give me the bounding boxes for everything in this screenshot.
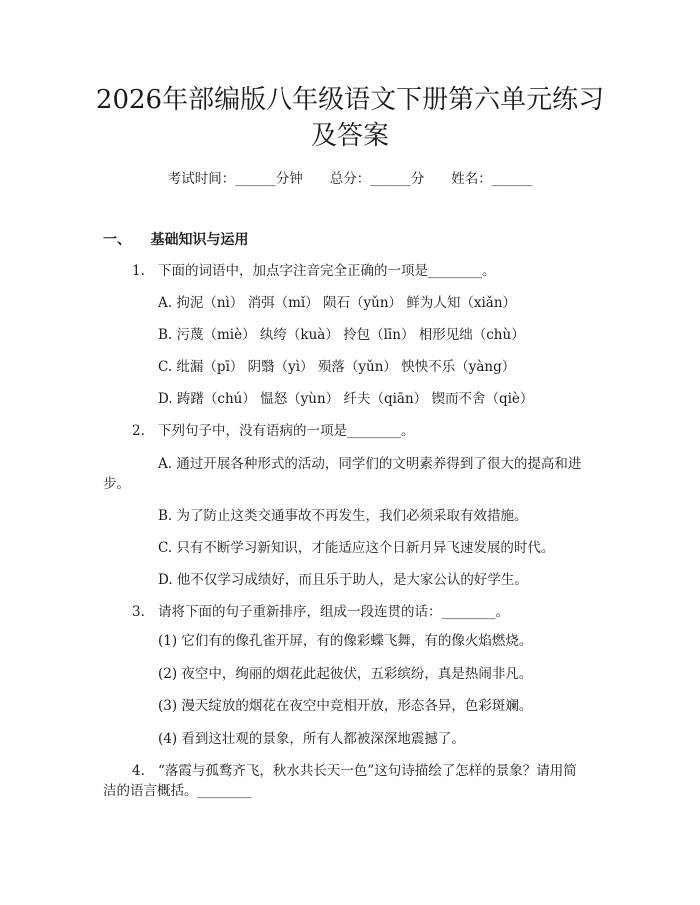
question-option: D. 他不仅学习成绩好，而且乐于助人，是大家公认的好学生。 <box>158 572 528 588</box>
question-sentence: (2) 夜空中，绚丽的烟花此起彼伏，五彩缤纷，真是热闹非凡。 <box>158 666 533 682</box>
question-number: 4. <box>132 763 145 779</box>
question-number: 3. <box>132 604 145 620</box>
total-score-field: 总分：______分 <box>329 171 425 187</box>
exam-time-field: 考试时间：______分钟 <box>167 171 303 187</box>
name-field: 姓名：______ <box>451 171 533 187</box>
question-option: C. 纰漏（pī） 阴翳（yì） 殒落（yǔn） 怏怏不乐（yàng） <box>158 359 516 375</box>
question-sentence: (1) 它们有的像孔雀开屏，有的像彩蝶飞舞，有的像火焰燃烧。 <box>158 633 533 649</box>
section-title: 基础知识与运用 <box>150 232 249 248</box>
question-number: 2. <box>132 423 145 439</box>
question-text: 请将下面的句子重新排序，组成一段连贯的话：________。 <box>158 604 509 620</box>
question-option: B. 污蔑（miè） 纨绔（kuà） 拎包（līn） 相形见绌（chù） <box>158 327 525 343</box>
question-sentence: (3) 漫天绽放的烟花在夜空中竞相开放，形态各异，色彩斑斓。 <box>158 698 533 714</box>
question-option: D. 踌躇（chú） 愠怒（yùn） 纤夫（qiān） 锲而不舍（qiè） <box>158 391 534 407</box>
section-heading <box>103 229 249 249</box>
document-title-line-2: 及答案 <box>310 121 389 151</box>
question-text: 下列句子中，没有语病的一项是________。 <box>158 423 415 439</box>
question-option: B. 为了防止这类交通事故不再发生，我们必须采取有效措施。 <box>158 508 528 524</box>
question-option-continuation: 步。 <box>103 476 130 492</box>
question-option: A. 拘泥（nì） 消弭（mǐ） 陨石（yǔn） 鲜为人知（xiǎn） <box>158 295 517 311</box>
exam-meta-row <box>0 167 700 187</box>
question-text: 下面的词语中，加点字注音完全正确的一项是________。 <box>158 263 496 279</box>
question-sentence: (4) 看到这壮观的景象，所有人都被深深地震撼了。 <box>158 731 465 747</box>
question-option: C. 只有不断学习新知识，才能适应这个日新月异飞速发展的时代。 <box>158 540 555 556</box>
document-title-line-1: 2026年部编版八年级语文下册第六单元练习 <box>95 85 605 115</box>
question-option: A. 通过开展各种形式的活动，同学们的文明素养得到了很大的提高和进 <box>158 456 582 472</box>
question-text-continuation: 洁的语言概括。________ <box>103 783 252 799</box>
section-number: 一、 <box>103 232 131 248</box>
question-text: “落霞与孤鹜齐飞，秋水共长天一色”这句诗描绘了怎样的景象？请用简 <box>158 763 577 779</box>
question-number: 1. <box>132 263 145 279</box>
